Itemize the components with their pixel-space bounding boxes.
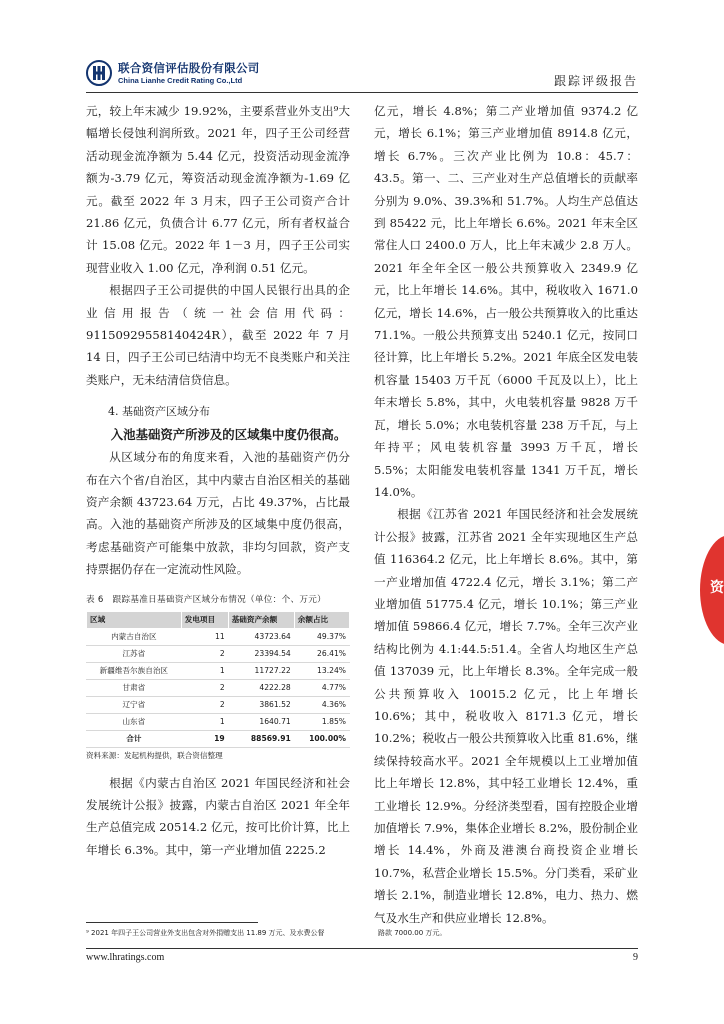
table-total-row bbox=[87, 730, 350, 747]
table-cell: 1 bbox=[181, 713, 228, 730]
left-column bbox=[86, 100, 350, 861]
column-header: 基础资产余额 bbox=[228, 611, 294, 628]
paragraph: 元，较上年末减少 19.92%，主要系营业外支出⁹大幅增长侵蚀利润所致。2021 年，四子王公司经营活动现金流净额为 5.44 亿元，投资活动现金流净额为-3.79 亿元，筹资活动现金流净额为-1.69 亿元。截至 2022 年 3 月末，四子王公司资产合计 21.86 亿元，负债合计 6.77 亿元，所有者权益合计 15.08 亿元。2022 年 1－3 月，四子王公司实现营业收入 1.00 亿元，净利润 0.51 亿元。 bbox=[86, 104, 350, 275]
table-cell: 山东省 bbox=[87, 713, 182, 730]
footnote-text: ⁹ 2021 年四子王公司营业外支出包含对外捐赠支出 11.89 万元、及水费公督 bbox=[86, 929, 325, 937]
table-cell: 23394.54 bbox=[228, 645, 294, 662]
table-cell: 3861.52 bbox=[228, 696, 294, 713]
footnote-divider bbox=[86, 922, 258, 923]
page-header bbox=[86, 56, 638, 96]
table-header-row bbox=[87, 611, 350, 628]
table-cell: 甘肃省 bbox=[87, 679, 182, 696]
column-header: 发电项目 bbox=[181, 611, 228, 628]
table-cell: 26.41% bbox=[294, 645, 349, 662]
table-cell: 100.00% bbox=[294, 730, 349, 747]
footnote-text-continued: 路款 7000.00 万元。 bbox=[378, 929, 447, 937]
table-cell: 2 bbox=[181, 645, 228, 662]
table-cell: 合计 bbox=[87, 730, 182, 747]
footer-divider bbox=[86, 948, 638, 949]
company-name-cn: 联合资信评估股份有限公司 bbox=[118, 61, 260, 75]
section-heading: 4. 基础资产区域分布 bbox=[108, 405, 210, 419]
table-cell: 江苏省 bbox=[87, 645, 182, 662]
table-row bbox=[87, 713, 350, 730]
table-row bbox=[87, 645, 350, 662]
table-cell: 11 bbox=[181, 628, 228, 645]
column-header: 余额占比 bbox=[294, 611, 349, 628]
footer-website-link[interactable]: www.lhratings.com bbox=[86, 952, 165, 963]
table-cell: 13.24% bbox=[294, 662, 349, 679]
table-cell: 新疆维吾尔族自治区 bbox=[87, 662, 182, 679]
lianhe-logo-icon bbox=[86, 60, 112, 86]
table-cell: 2 bbox=[181, 696, 228, 713]
company-name-en: China Lianhe Credit Rating Co.,Ltd bbox=[118, 76, 243, 85]
right-column bbox=[374, 100, 638, 929]
table-cell: 辽宁省 bbox=[87, 696, 182, 713]
stamp-text: 资 bbox=[710, 580, 724, 596]
table-source-note: 资料来源：发起机构提供，联合资信整理 bbox=[86, 750, 223, 760]
column-header: 区域 bbox=[87, 611, 182, 628]
table-cell: 19 bbox=[181, 730, 228, 747]
table-cell: 内蒙古自治区 bbox=[87, 628, 182, 645]
table-cell: 4222.28 bbox=[228, 679, 294, 696]
table-cell: 2 bbox=[181, 679, 228, 696]
table-row bbox=[87, 679, 350, 696]
table-cell: 4.77% bbox=[294, 679, 349, 696]
paragraph: 根据《江苏省 2021 年国民经济和社会发展统计公报》披露，江苏省 2021 全年实现地区生产总值 116364.2 亿元，比上年增长 8.6%。其中，第一产业增加值 4722.4 亿元，增长 3.1%；第二产业增加值 51775.4 亿元，增长 10.1%；第三产业增加值 59866.4 亿元，增长 7.7%。全年三次产业结构比例为 4.1:44.5:51.4。全省人均地区生产总值 137039 元，比上年增长 8.3%。全年完成一般公共预算收入 10015.2 亿元，比上年增长 10.6%；其中，税收收入 8171.3 亿元，增长 10.2%；税收占一般公共预算收入比重 81.6%，继续保持较高水平。2021 全年规模以上工业增加值比上年增长 12.8%，其中轻工业增长 12.4%，重工业增长 12.9%。分经济类型看，国有控股企业增加值增长 7.9%，集体企业增长 8.2%，股份制企业增长 14.4%，外商及港澳台商投资企业增长 10.7%，私营企业增长 15.5%。分门类看，采矿业增长 2.1%，制造业增长 12.8%，电力、热力、燃气及水生产和供应业增长 12.8%。 bbox=[374, 507, 638, 925]
red-seal-stamp bbox=[700, 535, 724, 645]
paragraph: 亿元，增长 4.8%；第二产业增加值 9374.2 亿元，增长 6.1%；第三产业增加值 8914.8 亿元，增长 6.7%。三次产业比例为 10.8：45.7：43.5。第一、二、三产业对生产总值增长的贡献率分别为 9.0%、39.3%和 51.7%。人均生产总值达到 85422 元，比上年增长 6.6%。2021 年末全区常住人口 2400.0 万人，比上年末减少 2.8 万人。2021 年全年全区一般公共预算收入 2349.9 亿元，比上年增长 14.6%。其中，税收收入 1671.0 亿元，增长 14.6%，占一般公共预算收入的比重达 71.1%。一般公共预算支出 5240.1 亿元，按同口径计算，比上年增长 5.2%。2021 年底全区发电装机容量 15403 万千瓦（6000 千瓦及以上），比上年末增长 5.8%，其中，火电装机容量 9828 万千瓦，增长 5.0%；水电装机容量 238 万千瓦，与上年持平；风电装机容量 3993 万千瓦，增长 5.5%；太阳能发电装机容量 1341 万千瓦，增长 14.0%。 bbox=[374, 104, 638, 499]
table-cell: 4.36% bbox=[294, 696, 349, 713]
paragraph: 根据四子王公司提供的中国人民银行出具的企业信用报告（统一社会信用代码：91150929558140424R），截至 2022 年 7 月 14 日，四子王公司已结清中均无不良类账户和关注类账户，无未结清信贷信息。 bbox=[86, 283, 350, 387]
table-cell: 11727.22 bbox=[228, 662, 294, 679]
bold-heading: 入池基础资产所涉及的区域集中度仍很高。 bbox=[110, 426, 347, 442]
table-row bbox=[87, 662, 350, 679]
paragraph: 根据《内蒙古自治区 2021 年国民经济和社会发展统计公报》披露，内蒙古自治区 2021 年全年生产总值完成 20514.2 亿元，按可比价计算，比上年增长 6.3%。其中，第一产业增加值 2225.2 bbox=[86, 775, 351, 857]
table-row bbox=[87, 628, 350, 645]
paragraph: 从区域分布的角度来看，入池的基础资产仍分布在六个省/自治区，其中内蒙古自治区相关的基础资产余额 43723.64 万元，占比 49.37%，占比最高。入池的基础资产所涉及的区域集中度仍很高，考虑基础资产可能集中放款，非均匀回款，资产支持票据仍存在一定流动性风险。 bbox=[86, 450, 350, 577]
table-caption: 表 6 跟踪基准日基础资产区域分布情况（单位：个、万元） bbox=[86, 594, 327, 605]
header-divider bbox=[86, 92, 638, 93]
table-cell: 49.37% bbox=[294, 628, 349, 645]
table-row bbox=[87, 696, 350, 713]
table-cell: 1 bbox=[181, 662, 228, 679]
table-cell: 1.85% bbox=[294, 713, 349, 730]
table-cell: 88569.91 bbox=[228, 730, 294, 747]
report-type-label: 跟踪评级报告 bbox=[553, 74, 638, 88]
table-cell: 43723.64 bbox=[228, 628, 294, 645]
region-distribution-table bbox=[86, 611, 350, 748]
table-cell: 1640.71 bbox=[228, 713, 294, 730]
page-number: 9 bbox=[633, 952, 638, 963]
